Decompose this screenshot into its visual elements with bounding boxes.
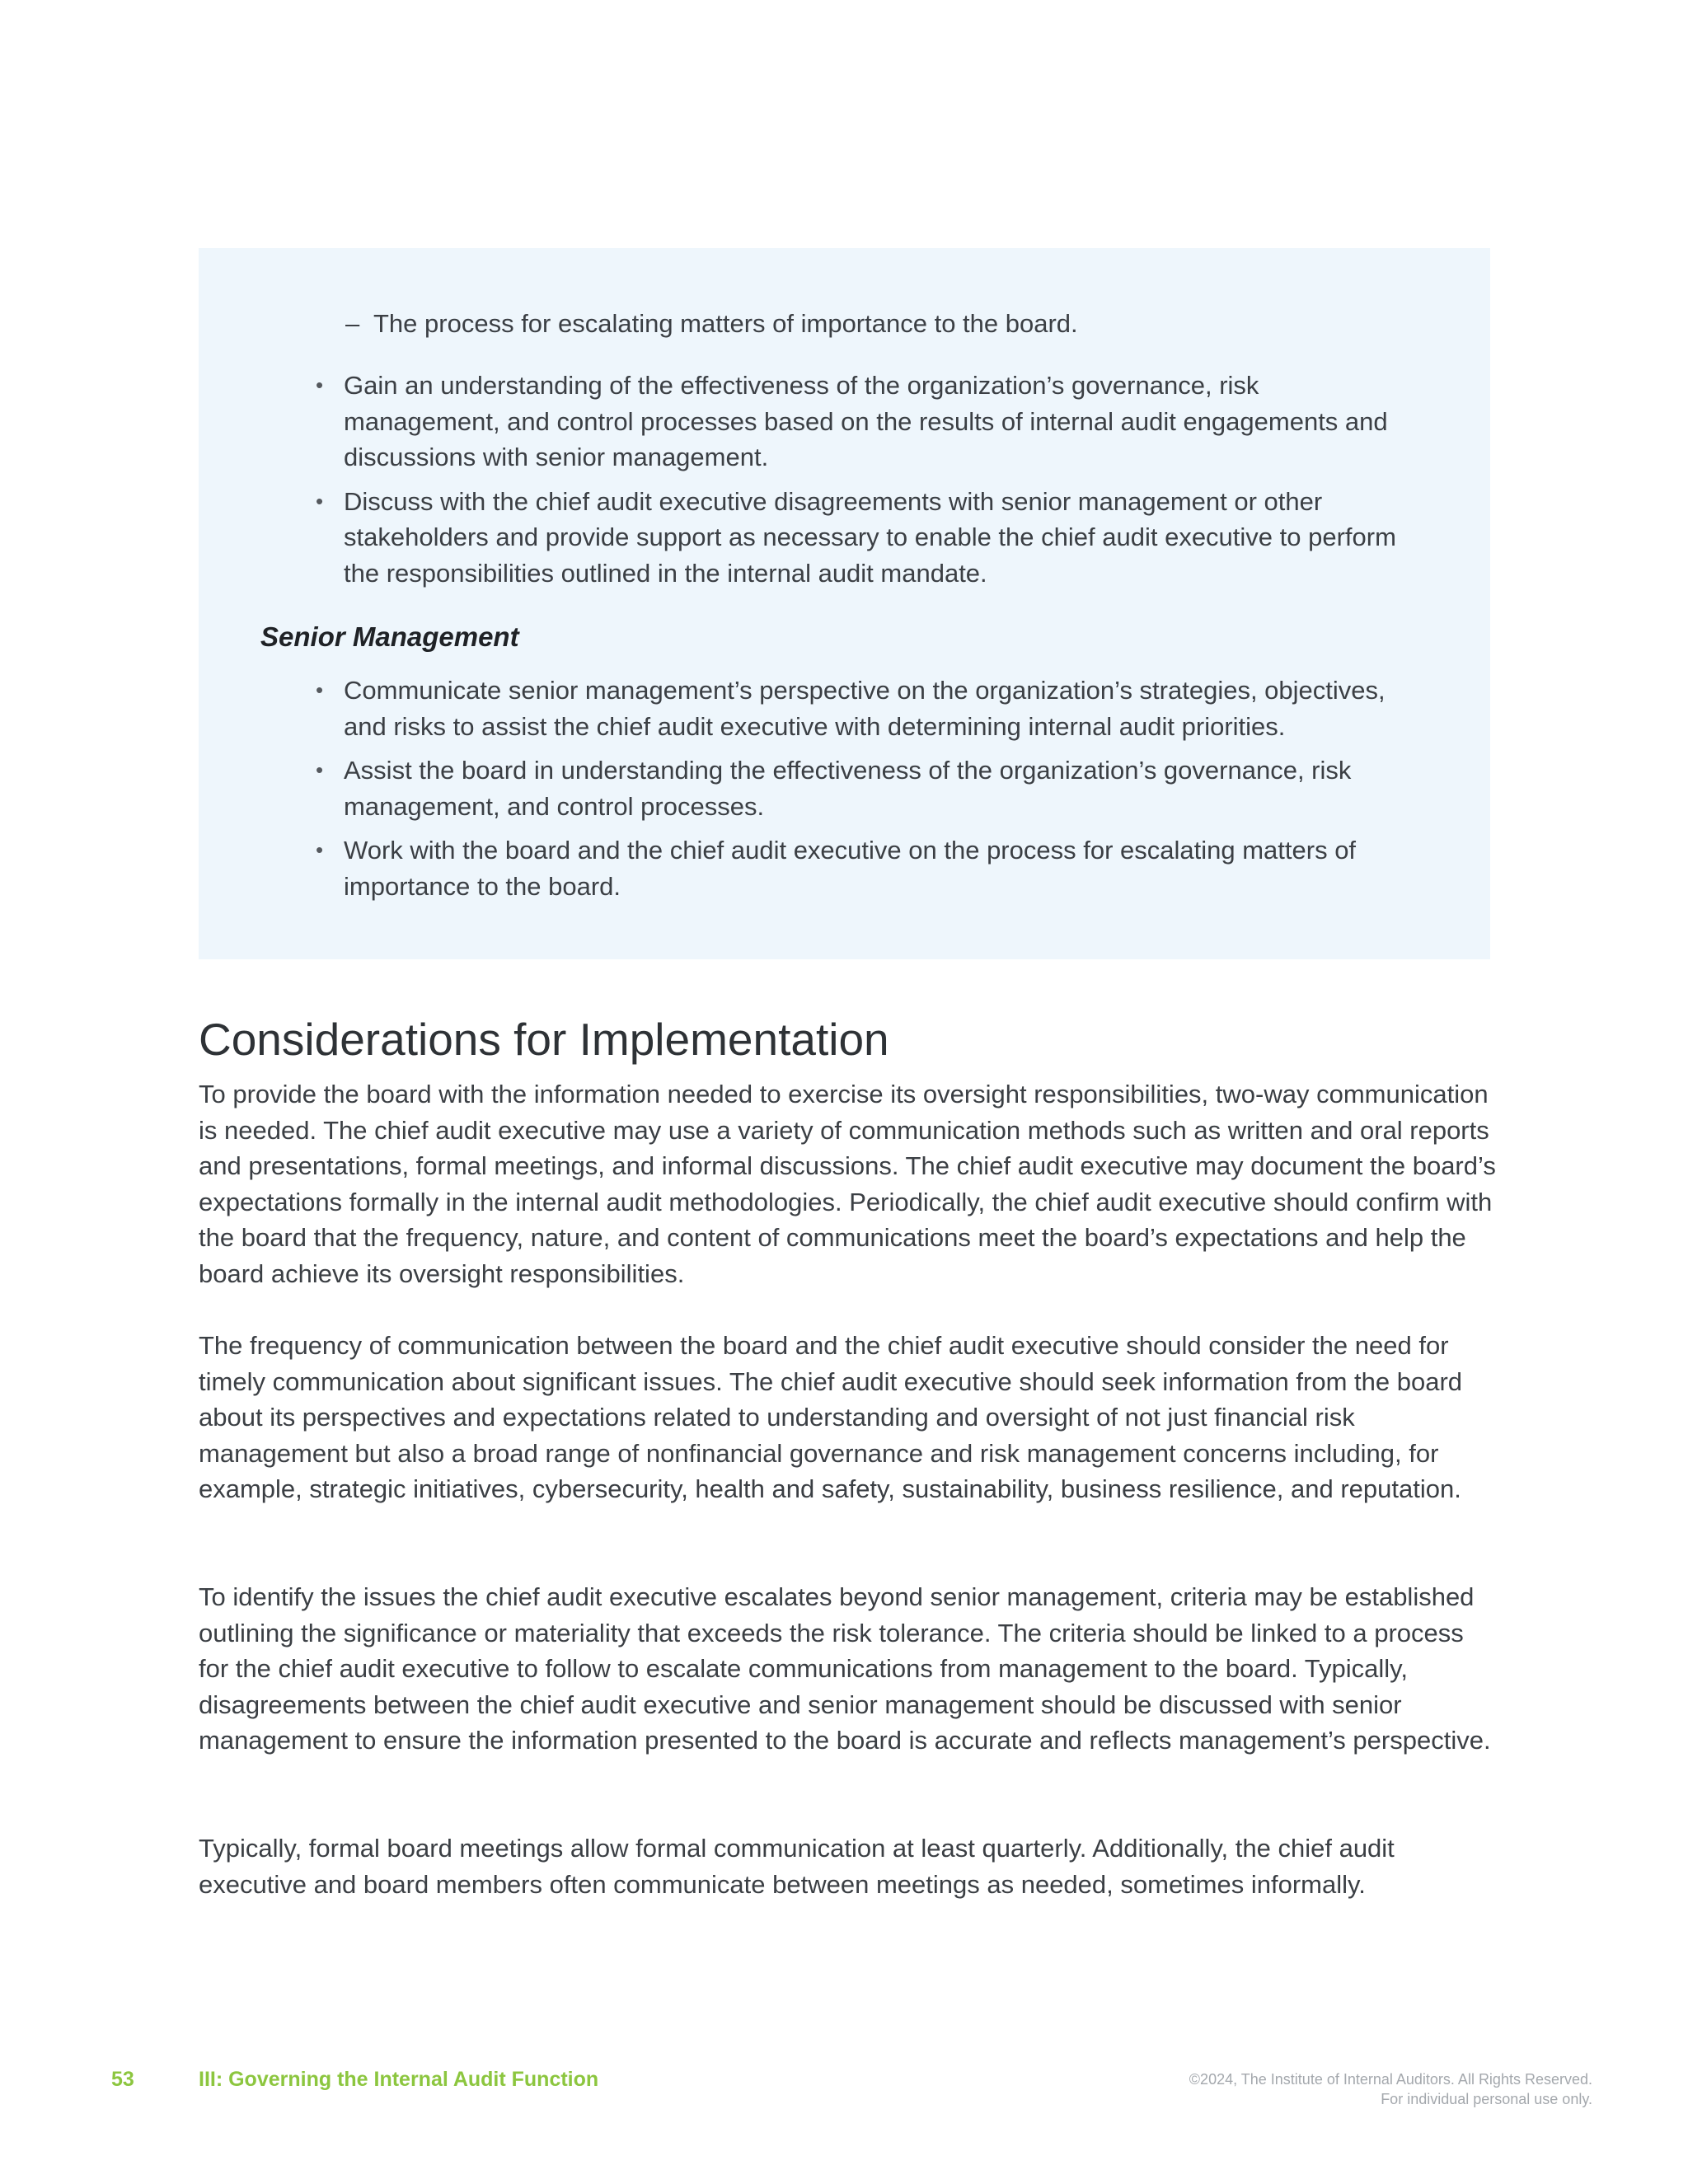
footer-section-name: III: Governing the Internal Audit Function <box>199 2068 599 2091</box>
body-paragraph: To provide the board with the information needed to exercise its oversight responsibilities, two-way communication is needed. The chief audit executive may use a variety of communication methods such as written and oral reports and presentations, formal meetings, and informal discussions. The chief audit executive may document the board’s expectations formally in the internal audit methodologies. Periodically, the chief audit executive should confirm with the board that the frequency, nature, and content of communications meet the board’s expectations and help the board achieve its oversight responsibilities. <box>199 1080 1496 1288</box>
board-bullet-list <box>316 368 1420 599</box>
bullet-marker: • <box>316 757 324 782</box>
bullet-marker: • <box>316 373 324 397</box>
body-paragraph: The frequency of communication between the board and the chief audit executive should consider the need for timely communication about significant issues. The chief audit executive should seek information from the board about its perspectives and expectations related to understanding and oversight of not just financial risk management but also a broad range of nonfinancial governance and risk management concerns including, for example, strategic initiatives, cybersecurity, health and safety, sustainability, business resilience, and reputation. <box>199 1331 1463 1503</box>
list-item <box>316 752 1420 824</box>
bullet-marker: • <box>316 677 324 702</box>
usage-notice: For individual personal use only. <box>1381 2091 1592 2107</box>
list-item <box>316 484 1420 592</box>
bullet-text: Discuss with the chief audit executive disagreements with senior management or other stakeholders and provide support as necessary to enable the chief audit executive to perform the responsibilities outlined in the internal audit mandate. <box>344 486 1396 588</box>
footer-copyright-block <box>1189 2069 1592 2109</box>
body-paragraph: Typically, formal board meetings allow formal communication at least quarterly. Additionally, the chief audit executive and board members often communicate between meetings as needed, sometimes informally. <box>199 1834 1395 1899</box>
list-item <box>316 368 1420 476</box>
dash-list-item <box>345 306 1078 341</box>
page-number: 53 <box>111 2068 134 2091</box>
section-title: Considerations for Implementation <box>199 1014 889 1065</box>
dash-item-text: The process for escalating matters of importance to the board. <box>373 309 1078 338</box>
bullet-text: Work with the board and the chief audit executive on the process for escalating matters of importance to the board. <box>344 836 1357 901</box>
bullet-text: Assist the board in understanding the effectiveness of the organization’s governance, risk management, and control processes. <box>344 756 1352 821</box>
bullet-marker: • <box>316 837 324 862</box>
senior-management-heading: Senior Management <box>260 621 519 652</box>
list-item <box>316 832 1420 904</box>
list-item <box>316 673 1420 744</box>
requirements-callout-box <box>199 248 1490 959</box>
dash-marker: – <box>345 309 360 338</box>
bullet-text: Communicate senior management’s perspective on the organization’s strategies, objectives, and risks to assist the chief audit executive with determining internal audit priorities. <box>344 676 1386 741</box>
copyright-text: ©2024, The Institute of Internal Auditors. All Rights Reserved. <box>1189 2071 1592 2088</box>
bullet-marker: • <box>316 488 324 513</box>
bullet-text: Gain an understanding of the effectiveness of the organization’s governance, risk management, and control processes based on the results of internal audit engagements and discussions with senior management. <box>344 371 1388 471</box>
senior-management-bullet-list <box>316 673 1420 912</box>
body-paragraph: To identify the issues the chief audit executive escalates beyond senior management, criteria may be established outlining the significance or materiality that exceeds the risk tolerance. The criteria should be linked to a process for the chief audit executive to follow to escalate communications from management to the board. Typically, disagreements between the chief audit executive and senior management should be discussed with senior management to ensure the information presented to the board is accurate and reflects management’s perspective. <box>199 1582 1491 1755</box>
